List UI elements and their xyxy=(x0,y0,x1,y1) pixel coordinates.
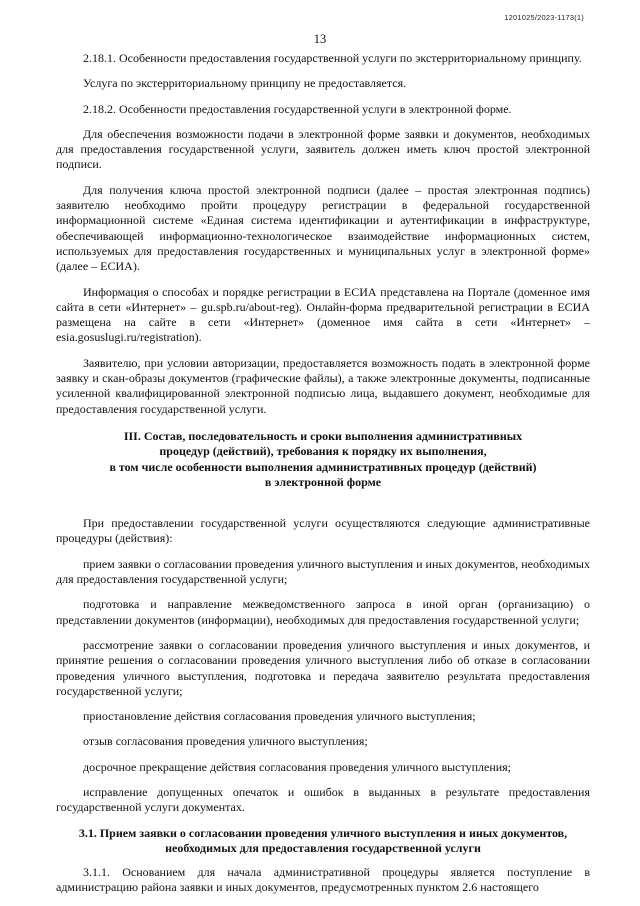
paragraph: Информация о способах и порядке регистрации в ЕСИА представлена на Портале (доменное имя сайта в сети «Интернет» – gu.spb.ru/about-reg). Онлайн-форма предварительной регистрации в ЕСИА размещена на сайте в сети «Интернет» (доменное имя сайта в сети «Интернет» – esia.gosuslugi.ru/registration). xyxy=(56,284,590,345)
paragraph: Услуга по экстерриториальному принципу не предоставляется. xyxy=(83,76,407,91)
list-item: приостановление действия согласования проведения уличного выступления; xyxy=(83,709,476,724)
list-item: досрочное прекращение действия согласования проведения уличного выступления; xyxy=(83,759,512,774)
list-item: отзыв согласования проведения уличного выступления; xyxy=(83,734,368,749)
section-heading-line: процедур (действий), требования к порядку их выполнения, xyxy=(159,444,487,459)
subsection-heading-line: 3.1. Прием заявки о согласовании проведения уличного выступления и иных документов, xyxy=(78,825,568,840)
paragraph: Для обеспечения возможности подачи в электронной форме заявки и документов, необходимых для предоставления государственной услуги, заявитель должен иметь ключ простой электронной подписи. xyxy=(56,126,590,172)
paragraph-2-18-1: 2.18.1. Особенности предоставления государственной услуги по экстерриториальному принципу. xyxy=(83,51,582,65)
list-item: подготовка и направление межведомственного запроса в иной орган (организацию) о представлении документов (информации), необходимых для предоставления государственной услуги; xyxy=(56,597,590,627)
section-heading-line: в том числе особенности выполнения административных процедур (действий) xyxy=(109,459,537,474)
document-id: 1201025/2023-1173(1) xyxy=(504,13,584,22)
paragraph-2-18-2: 2.18.2. Особенности предоставления государственной услуги в электронной форме. xyxy=(83,101,512,116)
section-heading-line: III. Состав, последовательность и сроки выполнения административных xyxy=(123,428,523,443)
list-item: прием заявки о согласовании проведения уличного выступления и иных документов, необходимых для предоставления государственной услуги; xyxy=(56,556,590,587)
list-item: исправление допущенных опечаток и ошибок в выданных в результате предоставления государственной услуги документах. xyxy=(56,784,590,815)
paragraph: Для получения ключа простой электронной подписи (далее – простая электронная подпись) заявителю необходимо пройти процедуру регистрации в федеральной государственной информационной системе «Единая система идентификации и аутентификации в инфраструктуре, обеспечивающей информационно-технологическое взаимодействие информационных систем, используемых для предоставления государственных и муниципальных услуг в электронной форме» (далее – ЕСИА). xyxy=(56,182,590,274)
section-heading-line: в электронной форме xyxy=(264,474,382,489)
page-content xyxy=(56,51,590,906)
subsection-heading-line: необходимых для предоставления государственной услуги xyxy=(165,840,481,855)
paragraph: Заявителю, при условии авторизации, предоставляется возможность подать в электронной форме заявку и скан-образы документов (графические файлы), а также электронные документы, подписанные усиленной квалифицированной электронной подписью лица, выдавшего документ, необходимые для предоставления государственной услуги. xyxy=(56,355,590,416)
list-item: рассмотрение заявки о согласовании проведения уличного выступления и иных документов, и принятие решения о согласовании проведения уличного выступления либо об отказе в согласовании проведения уличного выступления, подготовка и передача заявителю результата предоставления государственной услуги; xyxy=(56,637,590,698)
paragraph: При предоставлении государственной услуги осуществляются следующие административные процедуры (действия): xyxy=(56,516,590,546)
section-heading xyxy=(56,429,590,490)
page-number: 13 xyxy=(313,32,327,46)
paragraph-3-1-1: 3.1.1. Основанием для начала административной процедуры является поступление в администрацию района заявки и иных документов, предусмотренных пунктом 2.6 настоящего xyxy=(56,865,590,895)
subsection-heading xyxy=(56,826,590,857)
